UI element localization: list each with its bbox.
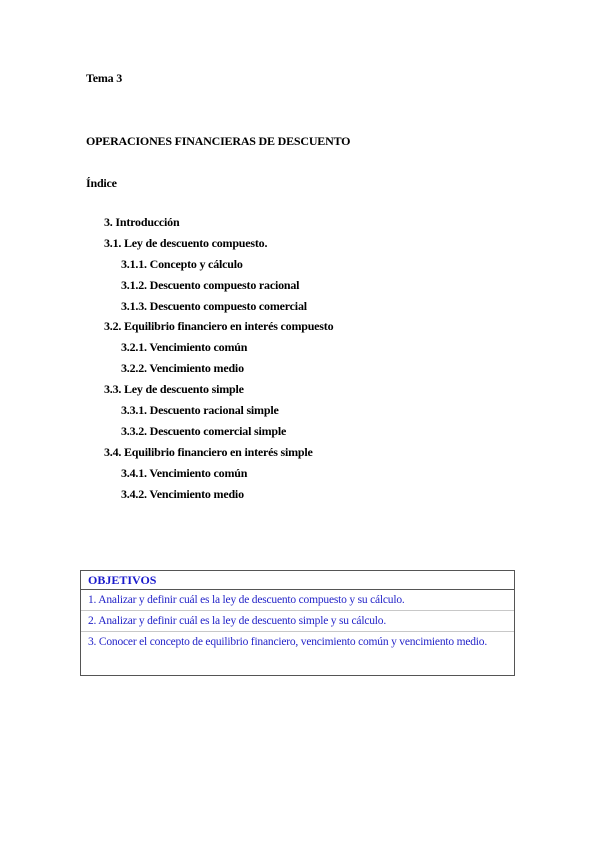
index-heading: Índice: [86, 176, 117, 190]
toc-item: 3.1.1. Concepto y cálculo: [121, 257, 243, 271]
objectives-heading: OBJETIVOS: [81, 571, 514, 590]
toc-item: 3.1.3. Descuento compuesto comercial: [121, 299, 307, 313]
toc-item: 3.4.1. Vencimiento común: [121, 466, 248, 480]
objectives-box: [80, 570, 515, 676]
toc-item: 3.2.2. Vencimiento medio: [121, 361, 244, 375]
toc-item: 3. Introducción: [104, 215, 180, 229]
toc-item: 3.3.1. Descuento racional simple: [121, 403, 279, 417]
toc-item: 3.2. Equilibrio financiero en interés compuesto: [104, 319, 334, 333]
toc-item: 3.1.2. Descuento compuesto racional: [121, 278, 300, 292]
document-title: OPERACIONES FINANCIERAS DE DESCUENTO: [86, 134, 351, 148]
toc-item: 3.3. Ley de descuento simple: [104, 382, 244, 396]
toc-item: 3.4. Equilibrio financiero en interés simple: [104, 445, 313, 459]
objective-item: 1. Analizar y definir cuál es la ley de descuento compuesto y su cálculo.: [81, 590, 514, 611]
topic-number: Tema 3: [86, 71, 123, 85]
toc-item: 3.1. Ley de descuento compuesto.: [104, 236, 268, 250]
toc-item: 3.3.2. Descuento comercial simple: [121, 424, 287, 438]
objective-item: 3. Conocer el concepto de equilibrio financiero, vencimiento común y vencimiento medio.: [88, 636, 488, 648]
objective-item: 2. Analizar y definir cuál es la ley de descuento simple y su cálculo.: [81, 611, 514, 632]
toc-item: 3.4.2. Vencimiento medio: [121, 487, 244, 501]
toc-item: 3.2.1. Vencimiento común: [121, 340, 248, 354]
